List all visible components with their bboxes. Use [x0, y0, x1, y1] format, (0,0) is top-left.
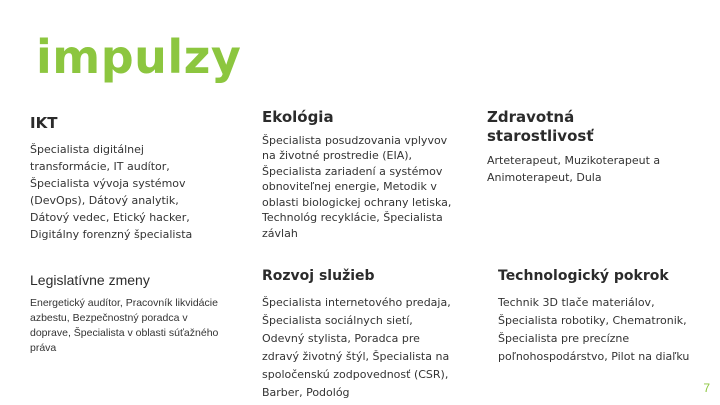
section-body: Technik 3D tlače materiálov, Špecialista robotiky, Chematronik, Špecialista pre precízne poľnohospodárstvo, Pilot na diaľku — [498, 295, 690, 363]
section-body: Arteterapeut, Muzikoterapeut a Animoterapeut, Dula — [487, 153, 661, 184]
section-body: Špecialista digitálnej transformácie, IT audítor, Špecialista vývoja systémov (DevOps), Dátový analytik, Dátový vedec, Etický hacker, Digitálny forenzný špecialista — [30, 142, 193, 241]
section-body: Energetický audítor, Pracovník likvidácie azbestu, Bezpečnostný poradca v doprave, Špecialista v oblasti súťažného práva — [30, 296, 219, 354]
section-technologicky — [498, 268, 693, 366]
section-title: IKT — [30, 114, 58, 132]
section-title: Zdravotná starostlivosť — [487, 108, 594, 145]
section-body: Špecialista posudzovania vplyvov na životné prostredie (EIA), Špecialista zariadení a systémov obnoviteľnej energie, Metodik v oblasti biologickej ochrany letiska, Technológ recyklácie, Špecialista závlah — [262, 133, 452, 240]
section-ekologia — [262, 108, 452, 241]
section-ikt — [30, 114, 220, 243]
section-title: Rozvoj služieb — [262, 268, 375, 284]
section-legislativne — [30, 272, 220, 356]
section-rozvoj — [262, 268, 452, 402]
section-zdravotna — [487, 108, 697, 186]
impulzy-logo: impulzy — [36, 30, 242, 84]
section-title: Legislatívne zmeny — [30, 272, 150, 288]
section-title: Ekológia — [262, 108, 334, 126]
section-body: Špecialista internetového predaja, Špecialista sociálnych sietí, Odevný stylista, Poradca pre zdravý životný štýl, Špecialista na spoločenskú zodpovednosť (CSR), Barber, Podológ — [262, 295, 451, 399]
page-number: 7 — [703, 381, 710, 395]
section-title: Technologický pokrok — [498, 268, 669, 284]
